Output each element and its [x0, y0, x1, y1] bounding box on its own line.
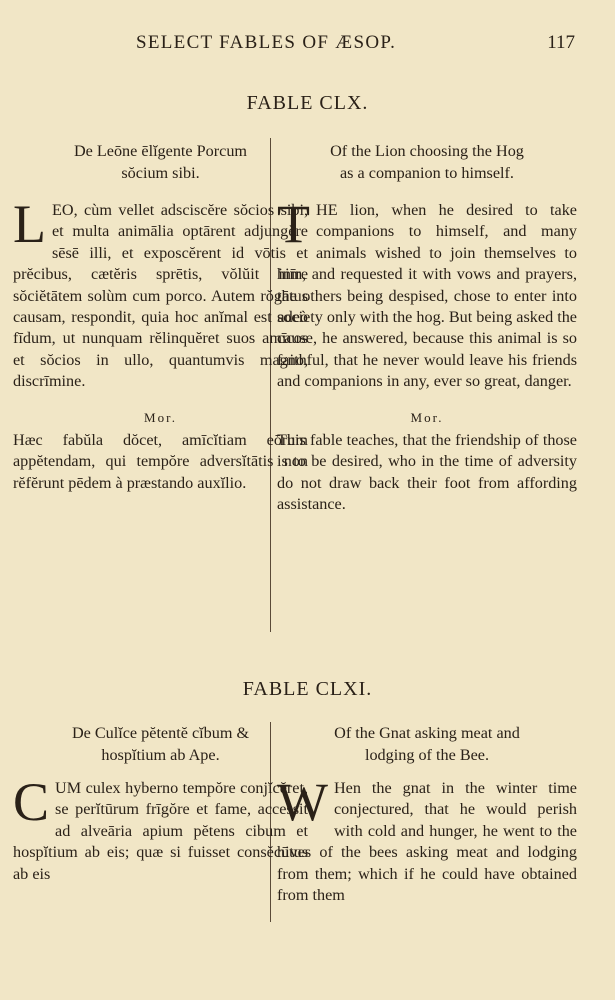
page-number: 117 — [547, 32, 575, 53]
english-heading-line2: as a companion to himself. — [340, 164, 514, 182]
english-body: Hen the gnat in the winter time conjectured, that he would perish with cold and hunger, he went to the hives of the bees asking meat and lodging from them; which if he could have obtained from them — [277, 779, 577, 905]
fable-161-latin-heading — [13, 722, 308, 766]
fable-160-latin-column — [13, 140, 308, 494]
latin-heading-line2: hospĭtium ab Ape. — [101, 746, 220, 764]
latin-heading-line1: De Leōne ēlĭgente Porcum — [73, 142, 248, 160]
moral-label: Mor. — [410, 409, 444, 425]
fable-160-english-text — [277, 194, 577, 393]
drop-cap: T — [277, 194, 310, 254]
fable-160-latin-moral: Hæc fabŭla dŏcet, amīcĭtiam eōrum appĕtendam, qui tempŏre adversĭtātis non rĕfĕrunt pēdem à præstando auxĭlio. — [13, 431, 308, 492]
latin-body: EO, cùm vellet adsciscĕre sŏcios sibi, et multa animālia optārent adjungĕre sēsē illi, et exposcĕrent id vōtis et prĕcibus, cætĕris sprētis, vŏlŭit inīre sŏciĕtātem solùm cum porco. Autem rŏgātus causam, respondit, quia hoc anĭmal est adeò fīdum, ut nunquam rĕlinquĕret suos amīcos et sŏcios in ullo, quantumvis magno, discrīmine. — [13, 201, 308, 391]
fable-161-latin-text — [13, 772, 308, 885]
fable-160-english-heading — [277, 140, 577, 184]
english-heading-line2: lodging of the Bee. — [364, 746, 490, 764]
fable-161-latin-column — [13, 722, 308, 885]
fable-161-english-text — [277, 772, 577, 906]
latin-body: UM culex hyberno tempŏre conjĭcĕret, se perĭtūrum frīgŏre et fame, accessit ad alveāria apium pĕtens cibum et hospĭtium ab eis; quæ si fuisset consĕcūtus ab eis — [13, 779, 308, 883]
english-heading-line1: Of the Gnat asking meat and — [334, 724, 520, 742]
drop-cap: L — [13, 194, 46, 254]
english-body: HE lion, when he desired to take companions to himself, and many animals wished to join themselves to him, and requested it with vows and prayers, the others being despised, chose to enter into society only with the hog. But being asked the cause, he answered, because this animal is so faithful, that he never would leave his friends and companions in any, ever so great, danger. — [277, 201, 577, 391]
fable-161-english-heading — [277, 722, 577, 766]
fable-160-english-column — [277, 140, 577, 516]
drop-cap: C — [13, 772, 50, 832]
english-heading-line1: Of the Lion choosing the Hog — [330, 142, 524, 160]
fable-160-english-moral: This fable teaches, that the friendship of those is to be desired, who in the time of adversity do not draw back their foot from affording assistance. — [277, 431, 577, 514]
fable-160-title: FABLE CLX. — [246, 92, 369, 114]
fable-160-latin-text — [13, 194, 310, 393]
moral-label: Mor. — [144, 409, 177, 425]
fable-160-latin-heading — [13, 140, 308, 184]
latin-heading-line2: sŏcium sibi. — [121, 164, 200, 182]
fable-161-english-column — [277, 722, 577, 906]
drop-cap: W — [277, 772, 328, 832]
latin-heading-line1: De Culĭce pĕtentĕ cĭbum & — [71, 724, 250, 742]
running-head — [0, 30, 615, 60]
running-title: SELECT FABLES OF ÆSOP. — [136, 32, 397, 53]
fable-161-title: FABLE CLXI. — [242, 678, 373, 700]
